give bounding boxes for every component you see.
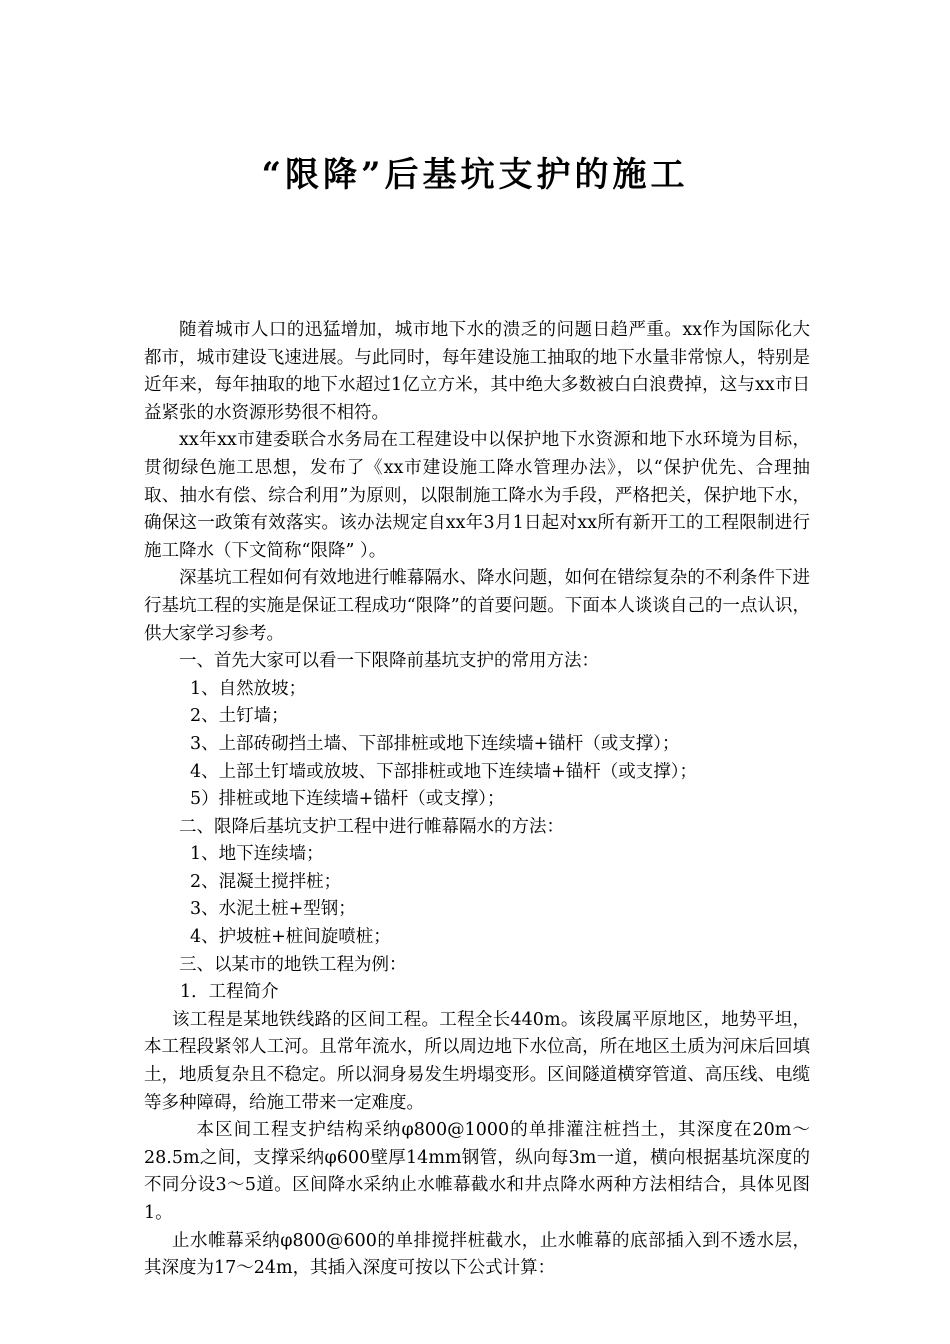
list-item: 3、水泥土桩+型钢； [190,899,356,920]
paragraph: 本区间工程支护结构采纳φ800@1000的单排灌注桩挡土，其深度在20m～28.5m之间，支撑采纳φ600壁厚14mm钢管，纵向每3m一道，横向根据基坑深度的不同分设3～5道。区间降水采纳止水帷幕截水和井点降水两种方法相结合，具体见图1。 [144,1120,810,1223]
paragraph: 深基坑工程如何有效地进行帷幕隔水、降水问题，如何在错综复杂的不利条件下进行基坑工程的实施是保证工程成功“限降”的首要问题。下面本人谈谈自己的一点认识，供大家学习参考。 [144,568,810,644]
list-item: 5）排桩或地下连续墙+锚杆（或支撑）； [190,789,505,810]
paragraph: xx年xx市建委联合水务局在工程建设中以保护地下水资源和地下水环境为目标，贯彻绿色施工思想，发布了《xx市建设施工降水管理办法》，以“保护优先、合理抽取、抽水有偿、综合利用”为原则，以限制施工降水为手段，严格把关，保护地下水，确保这一政策有效落实。该办法规定自xx年3月1日起对xx所有新开工的工程限制进行施工降水（下文简称“限降” ）。 [144,430,810,561]
section-heading: 一、首先大家可以看一下限降前基坑支护的常用方法： [179,651,599,672]
paragraph: 该工程是某地铁线路的区间工程。工程全长440m。该段属平原地区，地势平坦，本工程段紧邻人工河。且常年流水，所以周边地下水位高，所在地区土质为河床后回填土，地质复杂且不稳定。所以洞身易发生坍塌变形。区间隧道横穿管道、高压线、电缆等多种障碍，给施工带来一定难度。 [144,1009,810,1113]
list-item: 2、混凝土搅拌桩； [190,871,342,892]
list-item: 4、上部土钉墙或放坡、下部排桩或地下连续墙+锚杆（或支撑）； [190,761,698,782]
list-item: 4、护坡桩+桩间旋喷桩； [190,927,391,948]
document-body [144,317,810,1283]
section-heading: 三、以某市的地铁工程为例： [179,954,407,975]
subsection-heading: 1．工程简介 [180,982,279,1003]
section-heading: 二、限降后基坑支护工程中进行帷幕隔水的方法： [179,816,564,837]
list-item: 3、上部砖砌挡土墙、下部排桩或地下连续墙+锚杆（或支撑）； [190,733,680,754]
list-item: 2、土钉墙； [190,706,289,727]
list-item: 1、自然放坡； [190,678,307,699]
paragraph: 止水帷幕采纳φ800@600的单排搅拌桩截水，止水帷幕的底部插入到不透水层，其深度为17～24m，其插入深度可按以下公式计算： [144,1230,810,1279]
document-title: “限降”后基坑支护的施工 [261,155,689,195]
list-item: 1、地下连续墙； [190,844,324,865]
paragraph: 随着城市人口的迅猛增加，城市地下水的溃乏的问题日趋严重。xx作为国际化大都市，城市建设飞速进展。与此同时，每年建设施工抽取的地下水量非常惊人，特别是近年来，每年抽取的地下水超过1亿立方米，其中绝大多数被白白浪费掉，这与xx市日益紧张的水资源形势很不相符。 [144,320,810,423]
